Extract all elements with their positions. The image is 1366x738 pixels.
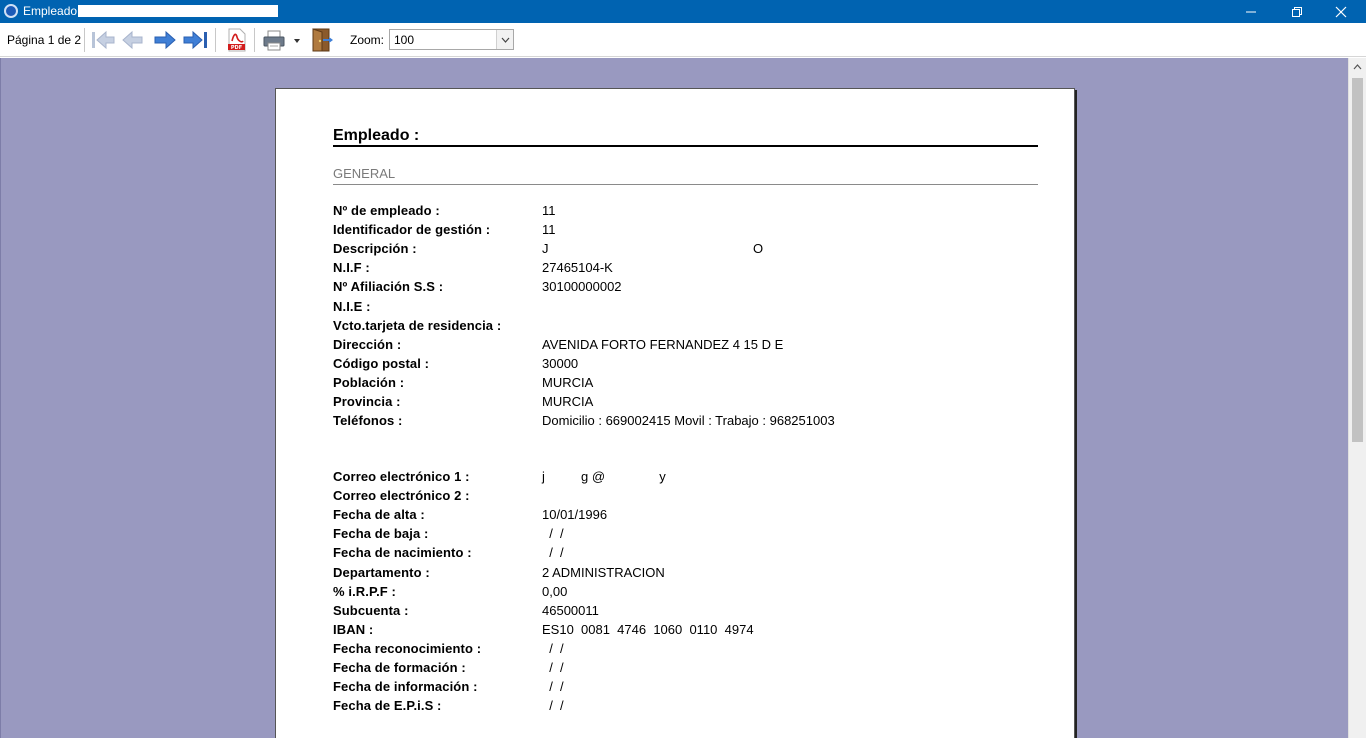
field-value: 10/01/1996	[542, 507, 608, 523]
field-label: Fecha de formación :	[333, 660, 466, 675]
field-row	[333, 679, 1038, 698]
field-value: ES10 0081 4746 1060 0110 4974	[542, 621, 754, 637]
field-row	[333, 488, 1038, 507]
page-indicator: Página 1 de 2	[7, 33, 82, 47]
field-row	[333, 241, 1038, 260]
field-row	[333, 584, 1038, 603]
field-row	[333, 469, 1038, 488]
title-divider	[333, 145, 1038, 147]
field-row	[333, 318, 1038, 337]
print-button[interactable]	[261, 27, 301, 53]
toolbar-separator	[84, 28, 85, 52]
svg-text:PDF: PDF	[230, 45, 243, 51]
window-titlebar	[0, 0, 1366, 23]
pdf-icon	[224, 28, 248, 52]
report-toolbar	[0, 23, 1366, 57]
field-label: Correo electrónico 2 :	[333, 488, 470, 504]
zoom-select[interactable]	[389, 29, 514, 50]
field-row	[333, 603, 1038, 622]
field-value: J	[542, 241, 549, 257]
field-value: / /	[542, 545, 564, 561]
field-value: 30100000002	[542, 279, 622, 295]
field-label: Nº de empleado :	[333, 203, 440, 218]
field-label: Departamento :	[333, 564, 430, 580]
field-row	[333, 641, 1038, 660]
field-value: 46500011	[542, 602, 599, 618]
field-label: Fecha de nacimiento :	[333, 545, 472, 561]
field-label: Subcuenta :	[333, 602, 409, 618]
export-pdf-button[interactable]	[223, 27, 249, 53]
field-label: Correo electrónico 1 :	[333, 469, 470, 484]
first-page-button[interactable]	[90, 27, 116, 53]
field-label: N.I.E :	[333, 298, 371, 314]
field-row	[333, 299, 1038, 318]
section-heading: GENERAL	[333, 166, 396, 181]
zoom-value: 100	[394, 33, 415, 47]
chevron-down-icon	[501, 37, 510, 43]
field-value: / /	[542, 526, 564, 542]
zoom-dropdown-button[interactable]	[496, 30, 513, 49]
vertical-scrollbar[interactable]	[1348, 58, 1366, 738]
field-row	[333, 356, 1038, 375]
field-label: Teléfonos :	[333, 413, 403, 429]
field-value: / /	[542, 640, 564, 656]
first-page-icon	[90, 29, 116, 51]
field-value: 0,00	[542, 583, 568, 599]
field-label: Fecha reconocimiento :	[333, 640, 482, 656]
field-label: Identificador de gestión :	[333, 222, 491, 238]
close-icon	[1335, 6, 1347, 18]
redacted-name	[424, 127, 694, 137]
field-row	[333, 203, 1038, 222]
minimize-button[interactable]	[1228, 0, 1274, 23]
field-label: Nº Afiliación S.S :	[333, 279, 444, 295]
document-title-prefix: Empleado :	[333, 127, 420, 144]
last-page-icon	[183, 29, 209, 51]
field-row	[333, 260, 1038, 279]
toolbar-separator	[215, 28, 216, 52]
field-value: MURCIA	[542, 394, 594, 409]
field-label: Provincia :	[333, 394, 401, 409]
field-row	[333, 337, 1038, 356]
next-page-icon	[152, 29, 178, 51]
field-row	[333, 660, 1038, 679]
field-value: 30000	[542, 355, 579, 371]
restore-button[interactable]	[1274, 0, 1320, 23]
previous-page-button[interactable]	[120, 27, 146, 53]
field-label: Fecha de baja :	[333, 526, 429, 542]
redacted-name	[78, 5, 278, 17]
field-label: Vcto.tarjeta de residencia :	[333, 317, 502, 333]
field-row	[333, 279, 1038, 298]
section-divider	[333, 184, 1038, 185]
field-row	[333, 565, 1038, 584]
field-label: Población :	[333, 374, 405, 390]
field-label: % i.R.P.F :	[333, 583, 396, 599]
report-page	[275, 88, 1075, 738]
field-label: Dirección :	[333, 336, 402, 352]
window-title: Empleado	[23, 4, 78, 18]
document-title	[333, 127, 694, 145]
exit-button[interactable]	[308, 27, 334, 53]
field-label: Descripción :	[333, 241, 417, 257]
field-value-end: O	[753, 241, 764, 257]
field-row	[333, 622, 1038, 641]
field-label: Fecha de alta :	[333, 507, 425, 523]
field-value: AVENIDA FORTO FERNANDEZ 4 15 D E	[542, 336, 784, 352]
scroll-up-button[interactable]	[1349, 60, 1366, 74]
field-label: IBAN :	[333, 621, 374, 637]
printer-icon	[261, 28, 301, 52]
field-value: 11	[542, 222, 556, 238]
field-row	[333, 507, 1038, 526]
toolbar-separator	[254, 28, 255, 52]
field-value: 2 ADMINISTRACION	[542, 564, 665, 580]
field-row	[333, 413, 1038, 432]
chevron-up-icon	[1353, 64, 1362, 70]
field-value: Domicilio : 669002415 Movil : Trabajo : 968251003	[542, 413, 835, 429]
field-value: / /	[542, 698, 564, 714]
report-viewer[interactable]	[0, 58, 1348, 738]
previous-page-icon	[120, 29, 146, 51]
field-row	[333, 222, 1038, 241]
scrollbar-thumb[interactable]	[1352, 78, 1363, 442]
next-page-button[interactable]	[152, 27, 178, 53]
field-row	[333, 698, 1038, 717]
field-value: MURCIA	[542, 374, 594, 390]
field-value: 11	[542, 203, 556, 218]
app-icon	[4, 4, 18, 18]
field-value: 27465104-K	[542, 260, 613, 276]
minimize-icon	[1245, 6, 1257, 18]
zoom-label: Zoom:	[350, 33, 385, 47]
close-button[interactable]	[1318, 0, 1364, 23]
field-label: Código postal :	[333, 355, 430, 371]
field-row	[333, 394, 1038, 413]
field-label: Fecha de E.P.i.S :	[333, 698, 442, 714]
restore-icon	[1291, 6, 1303, 18]
exit-door-icon	[308, 27, 334, 53]
field-value: / /	[542, 679, 564, 695]
field-row	[333, 526, 1038, 545]
field-value: / /	[542, 660, 564, 675]
field-label: Fecha de información :	[333, 679, 478, 695]
field-label: N.I.F :	[333, 260, 370, 276]
field-row	[333, 545, 1038, 564]
field-value: j g @ y	[542, 469, 666, 484]
field-row	[333, 375, 1038, 394]
last-page-button[interactable]	[183, 27, 209, 53]
